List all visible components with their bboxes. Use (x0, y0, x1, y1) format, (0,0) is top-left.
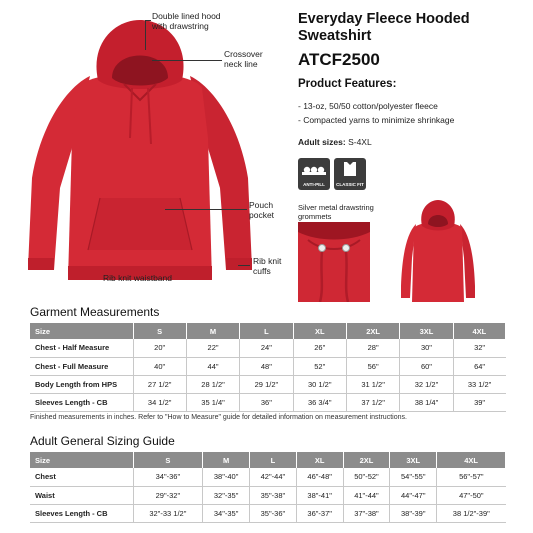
classic-fit-badge: CLASSIC FIT (334, 158, 366, 190)
table-cell: 31 1/2" (346, 375, 399, 393)
leader-hood (145, 20, 146, 50)
table-cell: 38 1/2"-39" (437, 504, 506, 522)
table-cell: 40" (133, 357, 186, 375)
table-cell: 29 1/2" (240, 375, 293, 393)
table-row (30, 504, 506, 522)
table-cell: 30" (400, 339, 453, 357)
table-cell: 27 1/2" (133, 375, 186, 393)
table-row (30, 339, 506, 357)
table-cell: Sleeves Length - CB (30, 393, 133, 411)
table-cell: 35"-38" (250, 486, 297, 504)
header-cell: 3XL (400, 323, 453, 339)
table-row (30, 375, 506, 393)
feature-item: - Compacted yarns to minimize shrinkage (298, 115, 455, 125)
table-cell: 47"-50" (437, 486, 506, 504)
table-header-row (30, 323, 506, 339)
header-cell: 4XL (437, 452, 506, 468)
table-cell: 22" (186, 339, 239, 357)
table-cell: 29"-32" (133, 486, 203, 504)
anti-pill-badge: ANTI-PILL (298, 158, 330, 190)
callout-pouch: Pouch pocket (249, 200, 275, 220)
table-cell: Chest - Half Measure (30, 339, 133, 357)
table-cell: 35"-36" (250, 504, 297, 522)
table-cell: 50"-52" (343, 468, 390, 486)
table-cell: 36 3/4" (293, 393, 346, 411)
header-cell: XL (293, 323, 346, 339)
table-cell: 38"-41" (296, 486, 343, 504)
callout-neck: Crossover neck line (224, 49, 263, 69)
table-cell: 34"-36" (133, 468, 203, 486)
table-cell: 33 1/2" (453, 375, 505, 393)
callout-cuffs: Rib knit cuffs (253, 256, 282, 276)
adult-sizes (298, 137, 372, 147)
table-cell: 34 1/2" (133, 393, 186, 411)
table-cell: 44" (186, 357, 239, 375)
header-cell: 2XL (343, 452, 390, 468)
header-cell: 3XL (390, 452, 437, 468)
measurement-note: Finished measurements in inches. Refer to "How to Measure" guide for detailed information on measurement instructions. (30, 414, 407, 421)
header-cell: 2XL (346, 323, 399, 339)
anti-pill-icon (298, 158, 330, 178)
header-cell: M (203, 452, 250, 468)
table-cell: 32"-33 1/2" (133, 504, 203, 522)
table-cell: Body Length from HPS (30, 375, 133, 393)
table-cell: 38"-39" (390, 504, 437, 522)
table-cell: Chest (30, 468, 133, 486)
header-cell: Size (30, 452, 133, 468)
table-cell: 41"-44" (343, 486, 390, 504)
table-cell: 42"-44" (250, 468, 297, 486)
table-cell: 28 1/2" (186, 375, 239, 393)
table-cell: Waist (30, 486, 133, 504)
table-cell: 64" (453, 357, 505, 375)
table-cell: 34"-35" (203, 504, 250, 522)
table-cell: 32 1/2" (400, 375, 453, 393)
table-cell: 52" (293, 357, 346, 375)
table-cell: 56" (346, 357, 399, 375)
table-cell: 35 1/4" (186, 393, 239, 411)
feature-item: - 13-oz, 50/50 cotton/polyester fleece (298, 101, 438, 111)
sizing-guide-table (30, 452, 506, 523)
table-cell: Sleeves Length - CB (30, 504, 133, 522)
table-cell: 37"-38" (343, 504, 390, 522)
table-cell: 48" (240, 357, 293, 375)
header-cell: S (133, 323, 186, 339)
grommet-closeup-image (298, 222, 370, 302)
table-cell: 46"-48" (296, 468, 343, 486)
table-cell: 36" (240, 393, 293, 411)
leader-hood-h (145, 20, 151, 21)
product-title: Everyday Fleece Hooded Sweatshirt (298, 11, 470, 44)
header-cell: S (133, 452, 203, 468)
table-cell: 54"-55" (390, 468, 437, 486)
leader-neck (152, 60, 222, 61)
callout-hood: Double lined hood with drawstring (152, 11, 221, 31)
header-cell: Size (30, 323, 133, 339)
table-cell: 37 1/2" (346, 393, 399, 411)
header-cell: XL (296, 452, 343, 468)
table-cell: 38"-40" (203, 468, 250, 486)
leader-pouch (165, 209, 247, 210)
header-cell: M (186, 323, 239, 339)
features-heading: Product Features: (298, 78, 397, 90)
table-cell: 56"-57" (437, 468, 506, 486)
table-cell: 32" (453, 339, 505, 357)
table-cell: 39" (453, 393, 505, 411)
table-row (30, 486, 506, 504)
table-header-row (30, 452, 506, 468)
header-cell: 4XL (453, 323, 505, 339)
table-cell: 24" (240, 339, 293, 357)
table-cell: 32"-35" (203, 486, 250, 504)
classic-fit-icon (334, 158, 366, 178)
header-cell: L (240, 323, 293, 339)
table-cell: 20" (133, 339, 186, 357)
header-cell: L (250, 452, 297, 468)
table-cell: 36"-37" (296, 504, 343, 522)
garment-measurements-title: Garment Measurements (30, 305, 160, 319)
leader-cuffs (238, 265, 250, 266)
table-row (30, 468, 506, 486)
table-row (30, 357, 506, 375)
table-cell: 44"-47" (390, 486, 437, 504)
sizes-label: Adult sizes: (298, 137, 346, 147)
table-cell: 60" (400, 357, 453, 375)
table-cell: 28" (346, 339, 399, 357)
callout-waist: Rib knit waistband (103, 273, 172, 283)
table-cell: 38 1/4" (400, 393, 453, 411)
table-cell: 30 1/2" (293, 375, 346, 393)
product-code: ATCF2500 (298, 50, 380, 69)
table-row (30, 393, 506, 411)
garment-measurements-table (30, 323, 506, 412)
sizing-guide-title: Adult General Sizing Guide (30, 434, 175, 448)
table-cell: 26" (293, 339, 346, 357)
grommet-caption: Silver metal drawstring grommets (298, 203, 374, 221)
hoodie-back-image (398, 198, 478, 302)
table-cell: Chest - Full Measure (30, 357, 133, 375)
sizes-value: S-4XL (348, 137, 372, 147)
